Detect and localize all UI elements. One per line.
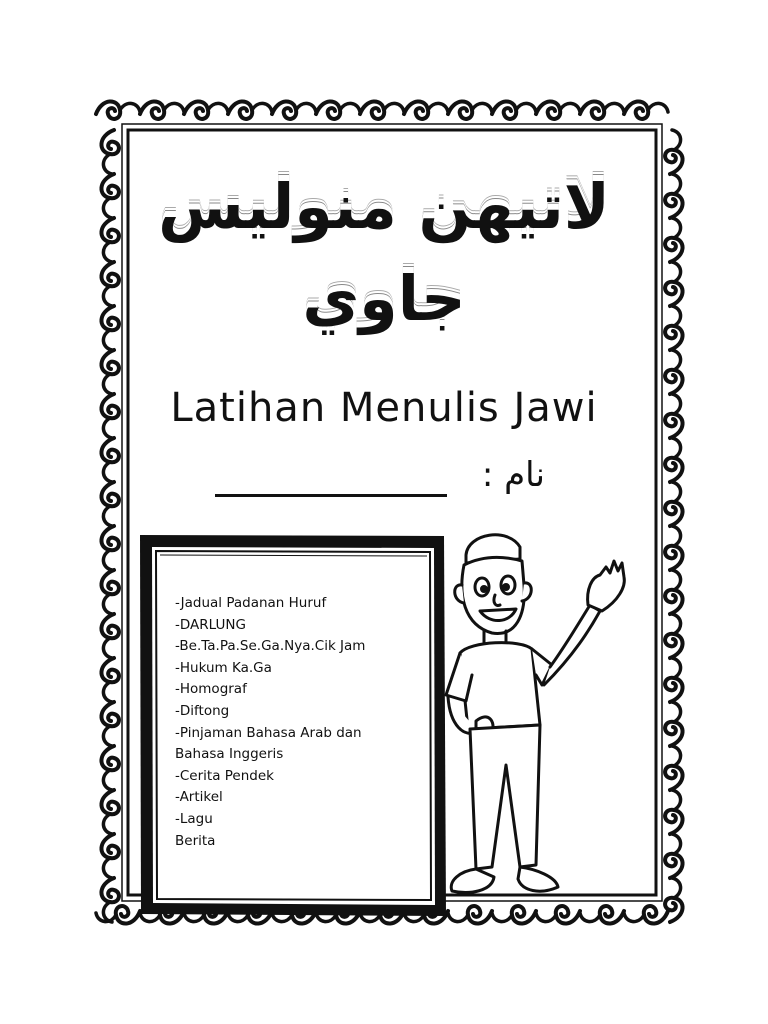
swirl-ornament bbox=[272, 101, 316, 118]
swirl-ornament bbox=[624, 101, 668, 118]
contents-item: -Be.Ta.Pa.Se.Ga.Nya.Cik Jam bbox=[175, 638, 366, 655]
name-label: نام : bbox=[481, 455, 545, 495]
contents-item: -Lagu bbox=[175, 810, 213, 827]
swirl-ornament bbox=[665, 570, 682, 614]
contents-item: -Diftong bbox=[175, 702, 230, 719]
contents-item: -Cerita Pendek bbox=[175, 767, 274, 784]
swirl-ornament bbox=[665, 482, 682, 526]
contents-item: -Pinjaman Bahasa Arab dan bbox=[175, 724, 362, 741]
swirl-ornament bbox=[184, 101, 228, 118]
swirl-ornament bbox=[665, 438, 682, 482]
swirl-ornament bbox=[580, 101, 624, 118]
waving-boy-illustration bbox=[440, 525, 630, 915]
contents-item: -Jadual Padanan Huruf bbox=[175, 595, 327, 611]
swirl-ornament bbox=[101, 482, 118, 526]
swirl-ornament bbox=[101, 790, 118, 834]
contents-item: -Homograf bbox=[175, 681, 247, 698]
contents-item: Berita bbox=[175, 832, 216, 849]
swirl-ornament bbox=[536, 101, 580, 118]
name-writing-line[interactable] bbox=[215, 494, 447, 497]
swirl-ornament bbox=[101, 526, 118, 570]
contents-list bbox=[175, 593, 435, 852]
contents-item: -Artikel bbox=[175, 789, 223, 806]
title-jawi-line1: لاتيهن منوليس bbox=[158, 170, 610, 243]
swirl-ornament bbox=[101, 614, 118, 658]
swirl-ornament bbox=[101, 834, 118, 878]
swirl-ornament bbox=[665, 702, 682, 746]
swirl-ornament bbox=[228, 101, 272, 118]
swirl-ornament bbox=[360, 101, 404, 118]
swirl-ornament bbox=[448, 101, 492, 118]
swirl-ornament bbox=[665, 526, 682, 570]
swirl-ornament bbox=[665, 834, 682, 878]
title-latin: Latihan Menulis Jawi bbox=[170, 385, 598, 431]
swirl-ornament bbox=[492, 101, 536, 118]
swirl-ornament bbox=[316, 101, 360, 118]
swirl-ornament bbox=[665, 130, 682, 174]
swirl-ornament bbox=[665, 790, 682, 834]
swirl-ornament bbox=[101, 570, 118, 614]
swirl-ornament bbox=[665, 746, 682, 790]
swirl-ornament bbox=[101, 438, 118, 482]
swirl-ornament bbox=[404, 101, 448, 118]
swirl-ornament bbox=[665, 658, 682, 702]
title-jawi-line2: جاوي bbox=[302, 262, 466, 335]
swirl-ornament bbox=[101, 658, 118, 702]
swirl-ornament bbox=[140, 101, 184, 118]
name-field bbox=[215, 455, 555, 505]
swirl-ornament bbox=[624, 906, 668, 923]
swirl-ornament bbox=[665, 614, 682, 658]
contents-item: -DARLUNG bbox=[175, 616, 246, 633]
contents-item: Bahasa Inggeris bbox=[175, 746, 284, 763]
swirl-ornament bbox=[101, 130, 118, 174]
swirl-ornament bbox=[101, 746, 118, 790]
contents-item: -Hukum Ka.Ga bbox=[175, 659, 272, 676]
swirl-ornament bbox=[101, 702, 118, 746]
swirl-ornament bbox=[96, 101, 140, 118]
